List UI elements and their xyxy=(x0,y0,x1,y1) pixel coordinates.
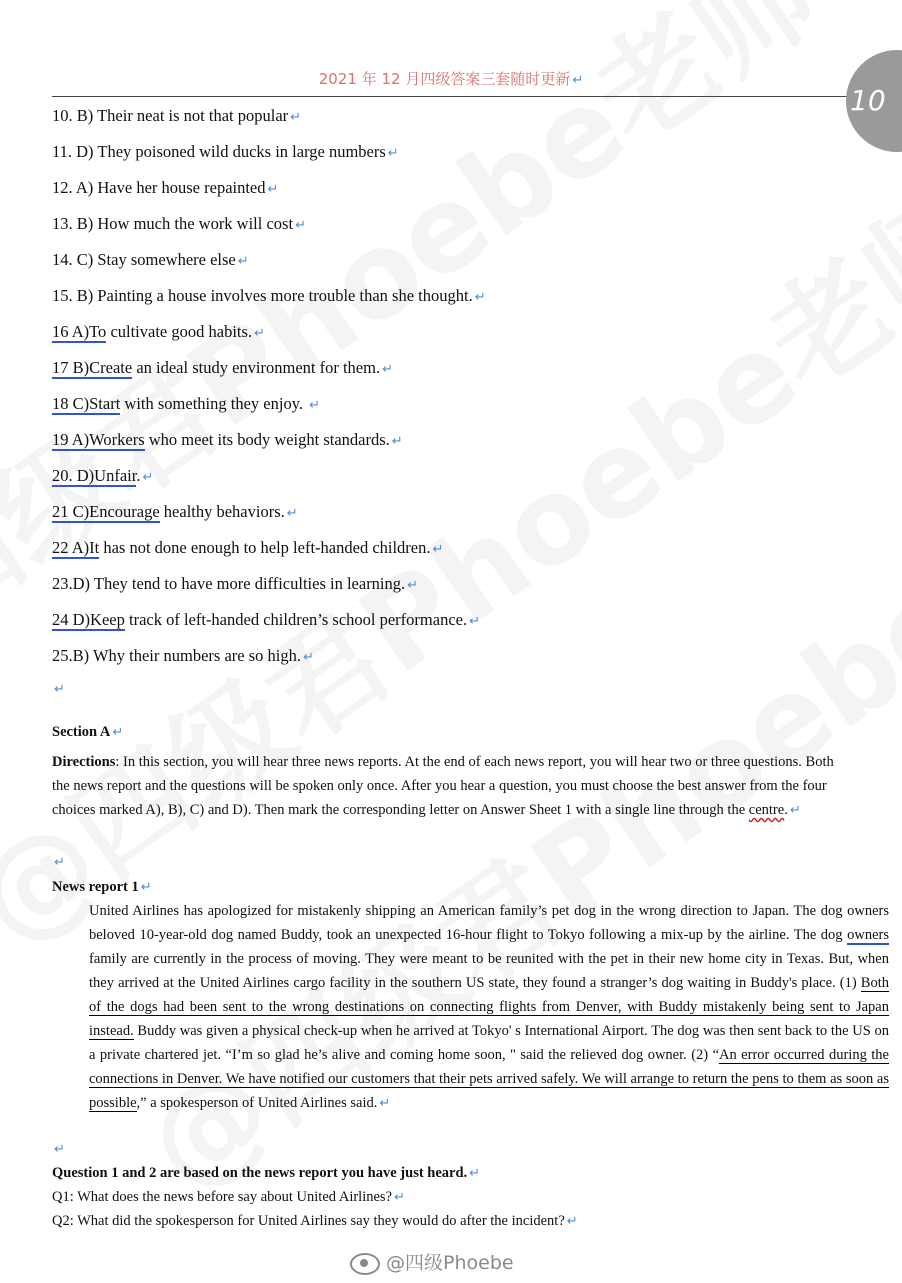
weibo-watermark: @四级Phoebe xyxy=(350,1248,560,1272)
return-mark-icon: ↵ xyxy=(142,470,154,485)
return-mark-icon: ↵ xyxy=(254,326,265,341)
return-mark-icon: ↵ xyxy=(391,434,403,449)
return-mark-icon: ↵ xyxy=(302,650,314,665)
answer-item: 16 A)To cultivate good habits. ↵ xyxy=(52,322,265,341)
answer-item: 13. B) How much the work will cost ↵ xyxy=(52,214,306,233)
return-mark-icon: ↵ xyxy=(290,110,302,125)
answer-list xyxy=(52,103,852,679)
news-report-title: News report 1 ↵ xyxy=(52,879,152,895)
return-mark-icon: ↵ xyxy=(474,290,486,305)
answer-item: 14. C) Stay somewhere else ↵ xyxy=(52,250,249,269)
return-mark-icon: ↵ xyxy=(54,1142,65,1157)
return-mark-icon: ↵ xyxy=(286,506,298,521)
return-mark-icon: ↵ xyxy=(469,614,480,629)
section-heading: Section A ↵ xyxy=(52,724,124,740)
news-report-text: United Airlines has apologized for mistakenly shipping an American family’s pet dog in the wrong direction to Japan. The dog owners beloved 10-year-old dog named Buddy, took an unexpected 16-hour flight to Tokyo following a mix-up by the airline. The dog owners family are currently in the process of moving. They were meant to be reunited with the pet in their new home city in Texas. But, when they arrived at the United Airlines cargo facility in the southern US state, they found a stranger’s dog waiting in Buddy's place. (1) Both of the dogs had been sent to the wrong destinations on connecting flights from Denver, with Buddy mistakenly being sent to Japan instead. Buddy was given a physical check-up when he arrived at Tokyo' s International Airport. The dog was then sent back to the US on a private chartered jet. “I’m so glad he’s alive and coming home soon, " said the relieved dog owner. (2) “An error occurred during the connections in Denver. We have notified our customers that their pets arrived safely. We will arrange to return the pens to them as soon as possible,” a spokesperson of United Airlines said. ↵ xyxy=(89,903,889,1111)
return-mark-icon: ↵ xyxy=(382,362,393,377)
answer-item: 19 A)Workers who meet its body weight standards. ↵ xyxy=(52,430,403,449)
return-mark-icon: ↵ xyxy=(309,398,321,413)
answer-item: 12. A) Have her house repainted ↵ xyxy=(52,178,279,197)
question-2: Q2: What did the spokesperson for United Airlines say they would do after the incident? ↵ xyxy=(52,1213,578,1229)
answer-item: 22 A)It has not done enough to help left-handed children. ↵ xyxy=(52,538,444,557)
answer-item: 18 C)Start with something they enjoy. ↵ xyxy=(52,394,321,413)
header-title: 2021 年 12 月四级答案三套随时更新 xyxy=(318,70,571,88)
answer-item: 20. D)Unfair. ↵ xyxy=(52,466,154,485)
return-mark-icon: ↵ xyxy=(572,73,584,88)
answer-item: 24 D)Keep track of left-handed children’s school performance. ↵ xyxy=(52,610,480,629)
answer-item: 15. B) Painting a house involves more trouble than she thought. ↵ xyxy=(52,286,486,305)
answer-item: 23.D) They tend to have more difficulties in learning. ↵ xyxy=(52,574,419,593)
return-mark-icon: ↵ xyxy=(387,146,399,161)
answer-item: 25.B) Why their numbers are so high. ↵ xyxy=(52,646,314,665)
return-mark-icon: ↵ xyxy=(54,682,65,697)
questions-intro: Question 1 and 2 are based on the news report you have just heard. ↵ xyxy=(52,1165,481,1181)
page-number-badge: 10 xyxy=(846,50,902,152)
return-mark-icon: ↵ xyxy=(54,855,65,870)
answer-item: 11. D) They poisoned wild ducks in large numbers ↵ xyxy=(52,142,399,161)
answer-item: 21 C)Encourage healthy behaviors. ↵ xyxy=(52,502,298,521)
page-header xyxy=(52,68,850,97)
directions-paragraph: Directions: In this section, you will hear three news reports. At the end of each news report, you will hear two or three questions. Both the news report and the questions will be spoken only once. After you hear a question, you must choose the best answer from the four choices marked A), B), C) and D). Then mark the corresponding letter on Answer Sheet 1 with a single line through the centre. ↵ xyxy=(52,754,834,818)
return-mark-icon: ↵ xyxy=(432,542,444,557)
question-1: Q1: What does the news before say about United Airlines? ↵ xyxy=(52,1189,405,1205)
return-mark-icon: ↵ xyxy=(295,218,306,233)
answer-item: 10. B) Their neat is not that popular ↵ xyxy=(52,106,302,125)
return-mark-icon: ↵ xyxy=(267,182,279,197)
answer-item: 17 B)Create an ideal study environment for them. ↵ xyxy=(52,358,393,377)
return-mark-icon: ↵ xyxy=(237,254,249,269)
return-mark-icon: ↵ xyxy=(407,578,419,593)
weibo-logo-icon xyxy=(350,1253,380,1275)
